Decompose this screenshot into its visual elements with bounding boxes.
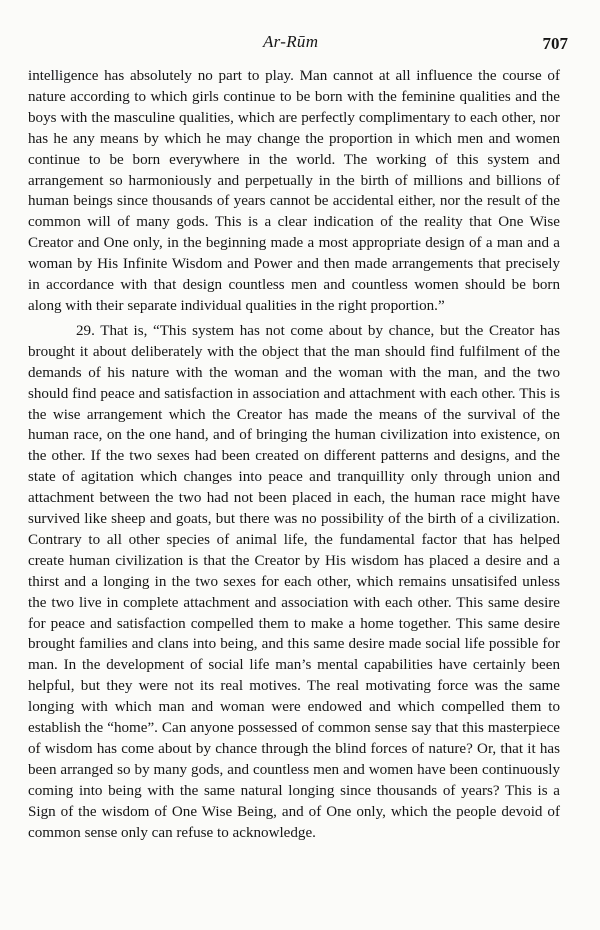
- running-head: [0, 30, 600, 54]
- note-29-paragraph: 29. That is, “This system has not come about by chance, but the Creator has brought it about deliberately with the object that the man should find fulfilment of the demands of his nature with the woman and the woman with the man, and the two should find peace and satisfaction in association and attachment with each other. This is the wise arrangement which the Creator has made the means of the survival of the human race, on the one hand, and of bringing the human civilization into existence, on the other. If the two sexes had been created on different patterns and designs, and the state of agitation which changes into peace and tranquillity only through union and attachment between the two had not been placed in each, the human race might have survived like sheep and goats, but there was no possibility of the birth of a civilization. Contrary to all other species of animal life, the fundamental factor that has helped create human civilization is that the Creator by His wisdom has placed a desire and a thirst and a longing in the two sexes for each other, which remains unsatisifed unless the two live in complete attachment and association with each other. This same desire for peace and satisfaction compelled them to make a home together. This same desire brought families and clans into being, and this same desire made social life possible for man. In the development of social life man’s mental capabilities have certainly been helpful, but they were not its real motives. The real motivating force was the same longing with which man and woman were endowed and which compelled them to establish the “home”. Can anyone possessed of common sense say that this masterpiece of wisdom has come about by chance through the blind forces of nature? Or, that it has been arranged so by many gods, and countless men and women have been continuously coming into being with the same natural longing since thousands of years? This is a Sign of the wisdom of One Wise Being, and of One only, which the people devoid of common sense only can refuse to acknowledge.: [28, 322, 560, 841]
- page-number: 707: [542, 34, 568, 53]
- continued-paragraph: intelligence has absolutely no part to play. Man cannot at all influence the course of nature according to which girls continue to be born with the feminine qualities and the boys with the masculine qualities, which are perfectly complimentary to each other, nor has he any means by which he may change the proportion in which men and women continue to be born everywhere in the world. The working of this system and arrangement so harmoniously and perpetually in the birth of millions and billions of human beings since thousands of years cannot be accidental either, nor the result of the common will of many gods. This is a clear indication of the reality that One Wise Creator and One only, in the beginning made a most appropriate design of a man and a woman by His Infinite Wisdom and Power and then made arrangements that precisely in accordance with that design countless men and countless women should be born along with their separate individual qualities in the right proportion.”: [28, 68, 560, 314]
- main-text: [28, 66, 560, 844]
- surah-title: Ar-Rūm: [263, 32, 319, 51]
